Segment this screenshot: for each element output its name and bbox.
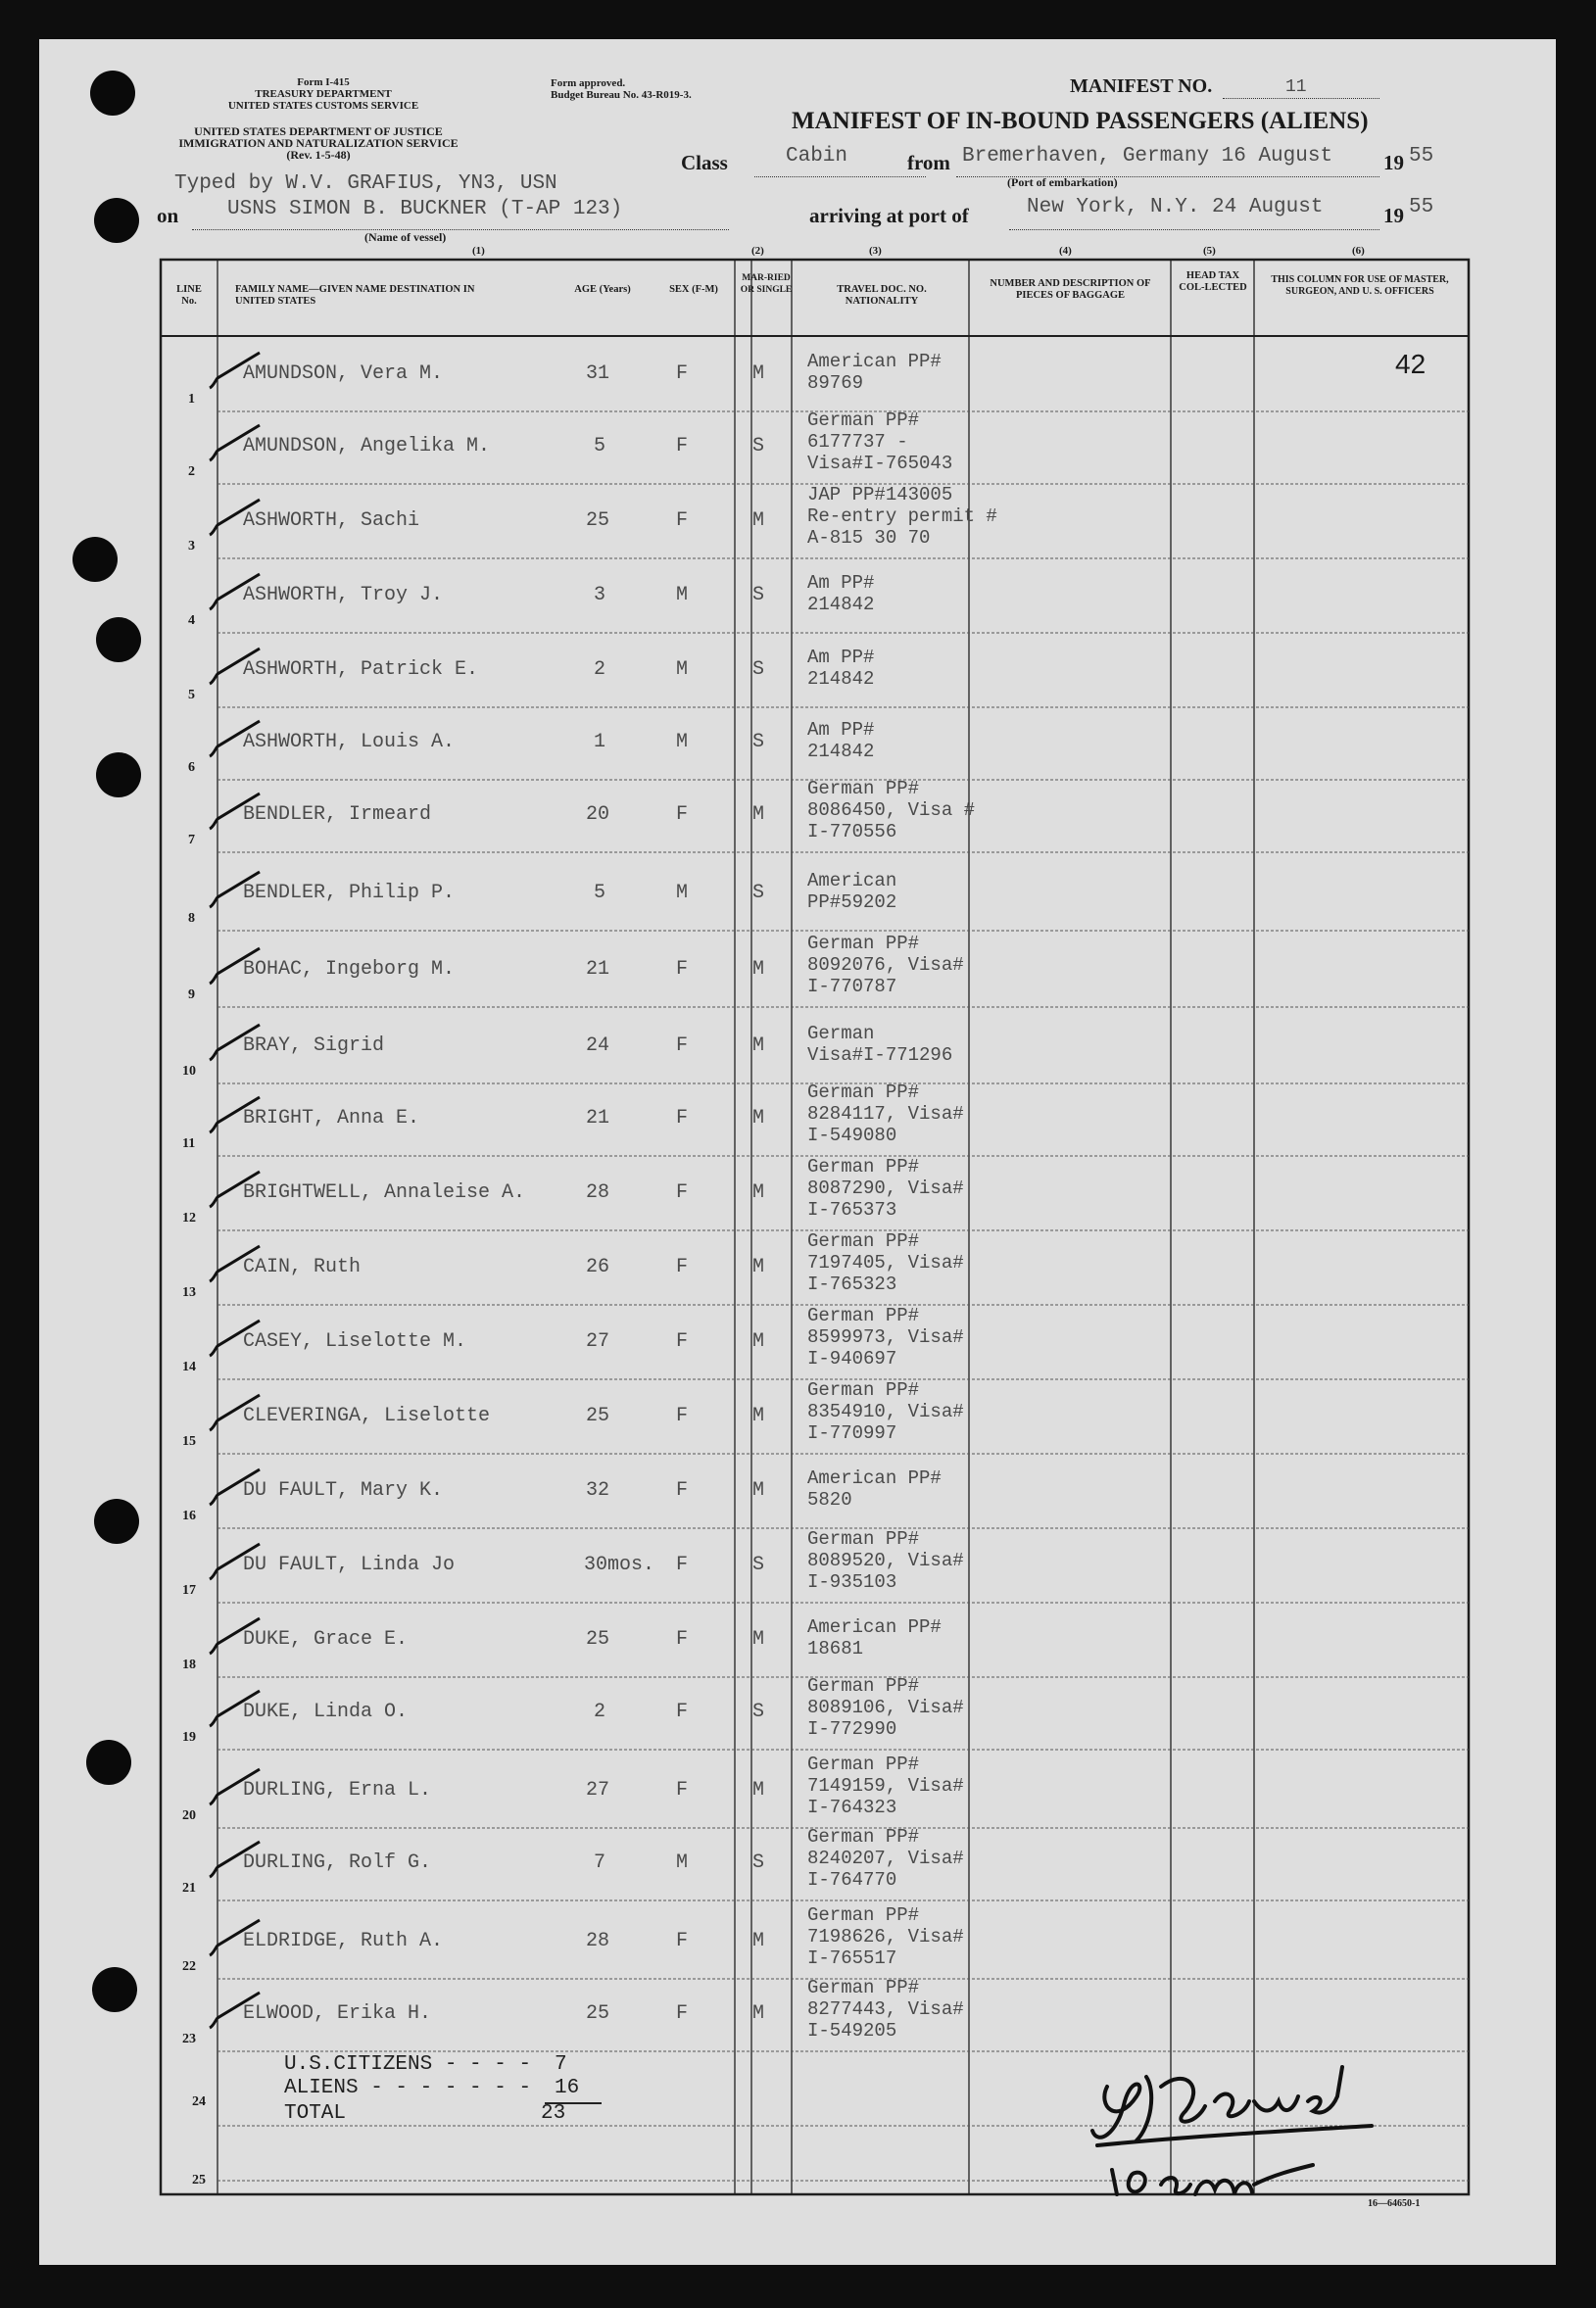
col-header-officers: THIS COLUMN FOR USE OF MASTER, SURGEON, AND U. S. OFFICERS xyxy=(1271,274,1449,297)
passenger-age: 1 xyxy=(594,731,606,753)
table-row xyxy=(0,1379,1596,1454)
passenger-sex: F xyxy=(676,1701,689,1723)
travel-document-line: Am PP# xyxy=(807,647,875,668)
check-mark-icon xyxy=(206,349,265,398)
travel-document-line: German PP# xyxy=(807,1977,920,1998)
passenger-age: 26 xyxy=(586,1256,610,1278)
travel-document-line: Visa#I-771296 xyxy=(807,1044,953,1066)
line-number: 4 xyxy=(188,613,195,628)
passenger-age: 7 xyxy=(594,1851,606,1874)
travel-document-line: German PP# xyxy=(807,1379,920,1401)
table-row xyxy=(0,633,1596,707)
col-header-married: MAR-RIED OR SINGLE xyxy=(740,273,793,295)
line-number: 13 xyxy=(182,1285,196,1300)
column-number: (2) xyxy=(751,245,764,257)
col-header-line: LINE No. xyxy=(176,284,202,307)
passenger-age: 27 xyxy=(586,1779,610,1802)
passenger-name: ASHWORTH, Patrick E. xyxy=(243,658,479,681)
approved-label: Form approved. xyxy=(551,77,626,89)
line-number: 25 xyxy=(192,2173,206,2188)
table-row xyxy=(0,778,1596,852)
passenger-sex: F xyxy=(676,1330,689,1353)
travel-document-line: German PP# xyxy=(807,933,920,954)
line-number: 8 xyxy=(188,911,195,926)
table-row xyxy=(0,1305,1596,1379)
passenger-sex: F xyxy=(676,435,689,457)
manifest-number-label: MANIFEST NO. xyxy=(1070,75,1213,97)
travel-document-line: 8599973, Visa# xyxy=(807,1326,964,1348)
travel-document-line: German PP# xyxy=(807,409,920,431)
travel-document-line: I-549205 xyxy=(807,2020,897,2042)
col-header-name: FAMILY NAME—GIVEN NAME DESTINATION IN UNITED STATES xyxy=(235,284,475,307)
travel-document-line: 8354910, Visa# xyxy=(807,1401,964,1422)
totals-aliens-value: 16 xyxy=(555,2077,580,2099)
table-row xyxy=(0,1826,1596,1900)
from-label: from xyxy=(907,151,950,174)
passenger-sex: F xyxy=(676,1034,689,1057)
line-number: 14 xyxy=(182,1360,196,1374)
passenger-name: DUKE, Grace E. xyxy=(243,1628,409,1651)
line-number: 2 xyxy=(188,464,195,479)
travel-document-line: German xyxy=(807,1023,875,1044)
table-row xyxy=(0,1904,1596,1979)
travel-document-line: 214842 xyxy=(807,668,875,690)
arriving-label: arriving at port of xyxy=(809,204,969,227)
passenger-marital-status: M xyxy=(752,1034,765,1057)
passenger-age: 3 xyxy=(594,584,606,606)
travel-document-line: 214842 xyxy=(807,741,875,762)
passenger-sex: F xyxy=(676,362,689,385)
passenger-age: 24 xyxy=(586,1034,610,1057)
table-row xyxy=(0,1454,1596,1528)
travel-document-line: American PP# xyxy=(807,1467,942,1489)
line-number: 21 xyxy=(182,1881,196,1896)
customs-label: UNITED STATES CUSTOMS SERVICE xyxy=(227,100,419,112)
line-number: 5 xyxy=(188,688,195,702)
vessel-name: USNS SIMON B. BUCKNER (T-AP 123) xyxy=(227,198,623,220)
passenger-age: 30mos. xyxy=(584,1554,655,1576)
travel-document-line: I-764770 xyxy=(807,1869,897,1891)
col-header-headtax: HEAD TAX COL-LECTED xyxy=(1179,270,1247,293)
passenger-marital-status: M xyxy=(752,1628,765,1651)
col-header-age: AGE (Years) xyxy=(574,284,631,295)
passenger-name: AMUNDSON, Vera M. xyxy=(243,362,444,385)
passenger-marital-status: M xyxy=(752,1779,765,1802)
passenger-marital-status: S xyxy=(752,882,765,904)
travel-document-line: I-549080 xyxy=(807,1125,897,1146)
travel-document-line: I-764323 xyxy=(807,1797,897,1818)
check-mark-icon xyxy=(206,1614,265,1663)
travel-document-line: I-770787 xyxy=(807,976,897,997)
passenger-name: BENDLER, Philip P. xyxy=(243,882,456,904)
line-number: 24 xyxy=(192,2094,206,2109)
passenger-age: 25 xyxy=(586,1405,610,1427)
ins-label: IMMIGRATION AND NATURALIZATION SERVICE xyxy=(178,136,459,150)
travel-document-line: PP#59202 xyxy=(807,891,897,913)
passenger-age: 21 xyxy=(586,958,610,981)
travel-document-line: I-940697 xyxy=(807,1348,897,1370)
budget-label: Budget Bureau No. 43-R019-3. xyxy=(551,89,692,101)
line-number: 16 xyxy=(182,1509,196,1523)
travel-document-line: German PP# xyxy=(807,1528,920,1550)
form-number: Form I-415 xyxy=(297,76,350,88)
passenger-sex: F xyxy=(676,1554,689,1576)
passenger-age: 5 xyxy=(594,882,606,904)
passenger-marital-status: S xyxy=(752,584,765,606)
travel-document-line: I-770556 xyxy=(807,821,897,842)
check-mark-icon xyxy=(206,1540,265,1589)
passenger-marital-status: M xyxy=(752,1107,765,1130)
line-number: 19 xyxy=(182,1730,196,1745)
travel-document-line: 7198626, Visa# xyxy=(807,1926,964,1947)
travel-document-line: 5820 xyxy=(807,1489,852,1511)
check-mark-icon xyxy=(206,1168,265,1217)
passenger-marital-status: M xyxy=(752,1405,765,1427)
passenger-name: BRAY, Sigrid xyxy=(243,1034,385,1057)
passenger-marital-status: M xyxy=(752,1930,765,1952)
check-mark-icon xyxy=(206,496,265,545)
table-row xyxy=(0,1230,1596,1305)
passenger-name: AMUNDSON, Angelika M. xyxy=(243,435,491,457)
passenger-sex: F xyxy=(676,2002,689,2025)
passenger-sex: M xyxy=(676,658,689,681)
check-mark-icon xyxy=(206,570,265,619)
passenger-age: 25 xyxy=(586,1628,610,1651)
travel-document-line: American PP# xyxy=(807,1616,942,1638)
passenger-sex: F xyxy=(676,509,689,532)
passenger-sex: F xyxy=(676,1479,689,1502)
manifest-number-value: 11 xyxy=(1285,77,1307,97)
passenger-marital-status: S xyxy=(752,435,765,457)
passenger-marital-status: M xyxy=(752,1181,765,1204)
travel-document-line: German PP# xyxy=(807,1082,920,1103)
table-row xyxy=(0,1009,1596,1083)
passenger-name: CLEVERINGA, Liselotte xyxy=(243,1405,491,1427)
passenger-name: BENDLER, Irmeard xyxy=(243,803,432,826)
from-year-prefix: 19 xyxy=(1383,151,1404,174)
passenger-marital-status: S xyxy=(752,1701,765,1723)
check-mark-icon xyxy=(206,868,265,917)
travel-document-line: I-770997 xyxy=(807,1422,897,1444)
table-row xyxy=(0,484,1596,558)
passenger-marital-status: S xyxy=(752,658,765,681)
revision-label: (Rev. 1-5-48) xyxy=(286,148,351,162)
typed-by-note: Typed by W.V. GRAFIUS, YN3, USN xyxy=(174,172,557,195)
column-number: (3) xyxy=(869,245,882,257)
check-mark-icon xyxy=(206,944,265,993)
travel-document-line: 214842 xyxy=(807,594,875,615)
table-row xyxy=(0,409,1596,484)
col-header-travel: TRAVEL DOC. NO. NATIONALITY xyxy=(837,284,927,307)
passenger-name: BRIGHT, Anna E. xyxy=(243,1107,420,1130)
passenger-age: 2 xyxy=(594,658,606,681)
totals-total-value: 23 xyxy=(541,2102,566,2125)
passenger-marital-status: M xyxy=(752,509,765,532)
passenger-marital-status: S xyxy=(752,1851,765,1874)
line-number: 10 xyxy=(182,1064,196,1079)
check-mark-icon xyxy=(206,645,265,694)
line-number: 12 xyxy=(182,1211,196,1226)
travel-document-line: 8277443, Visa# xyxy=(807,1998,964,2020)
document-title: MANIFEST OF IN-BOUND PASSENGERS (ALIENS) xyxy=(792,108,1369,134)
passenger-marital-status: S xyxy=(752,731,765,753)
travel-document-line: Visa#I-765043 xyxy=(807,453,953,474)
travel-document-line: German PP# xyxy=(807,1305,920,1326)
check-mark-icon xyxy=(206,1466,265,1515)
table-row xyxy=(0,1603,1596,1677)
line-number: 7 xyxy=(188,833,195,847)
travel-document-line: German PP# xyxy=(807,1156,920,1178)
line-number: 18 xyxy=(182,1658,196,1672)
passenger-sex: F xyxy=(676,1107,689,1130)
line-number: 17 xyxy=(182,1583,196,1598)
check-mark-icon xyxy=(206,1093,265,1142)
travel-document-line: German PP# xyxy=(807,1230,920,1252)
travel-document-line: 8240207, Visa# xyxy=(807,1848,964,1869)
passenger-marital-status: M xyxy=(752,1256,765,1278)
check-mark-icon xyxy=(206,1391,265,1440)
passenger-name: DURLING, Rolf G. xyxy=(243,1851,432,1874)
col-header-sex: SEX (F-M) xyxy=(669,284,718,295)
passenger-name: ASHWORTH, Troy J. xyxy=(243,584,444,606)
check-mark-icon xyxy=(206,790,265,839)
passenger-age: 28 xyxy=(586,1930,610,1952)
travel-document-line: 89769 xyxy=(807,372,864,394)
travel-document-line: 6177737 - xyxy=(807,431,908,453)
travel-document-line: American xyxy=(807,870,897,891)
travel-document-line: German PP# xyxy=(807,778,920,799)
passenger-name: ELDRIDGE, Ruth A. xyxy=(243,1930,444,1952)
table-row xyxy=(0,933,1596,1007)
passenger-sex: M xyxy=(676,731,689,753)
passenger-sex: M xyxy=(676,1851,689,1874)
passenger-age: 5 xyxy=(594,435,606,457)
footer-code: 16—64650-1 xyxy=(1368,2198,1421,2209)
passenger-age: 28 xyxy=(586,1181,610,1204)
passenger-name: DU FAULT, Linda Jo xyxy=(243,1554,456,1576)
passenger-sex: F xyxy=(676,1628,689,1651)
travel-document-line: 8092076, Visa# xyxy=(807,954,964,976)
passenger-age: 32 xyxy=(586,1479,610,1502)
travel-document-line: Re-entry permit # xyxy=(807,505,997,527)
totals-total-label: TOTAL xyxy=(284,2102,347,2125)
col-header-baggage: NUMBER AND DESCRIPTION OF PIECES OF BAGGAGE xyxy=(990,278,1151,301)
check-mark-icon xyxy=(206,1916,265,1965)
passenger-name: DU FAULT, Mary K. xyxy=(243,1479,444,1502)
travel-document-line: I-935103 xyxy=(807,1571,897,1593)
travel-document-line: 8086450, Visa # xyxy=(807,799,976,821)
check-mark-icon xyxy=(206,1765,265,1814)
arrival-year: 55 xyxy=(1409,196,1434,218)
travel-document-line: Am PP# xyxy=(807,719,875,741)
line-number: 23 xyxy=(182,2032,196,2046)
travel-document-line: German PP# xyxy=(807,1675,920,1697)
travel-document-line: I-765373 xyxy=(807,1199,897,1221)
check-mark-icon xyxy=(206,1242,265,1291)
passenger-name: BRIGHTWELL, Annaleise A. xyxy=(243,1181,526,1204)
passenger-marital-status: M xyxy=(752,362,765,385)
passenger-sex: F xyxy=(676,1930,689,1952)
passenger-marital-status: M xyxy=(752,1330,765,1353)
check-mark-icon xyxy=(206,1021,265,1070)
column-number: (1) xyxy=(472,245,485,257)
table-row xyxy=(0,558,1596,633)
passenger-name: BOHAC, Ingeborg M. xyxy=(243,958,456,981)
table-row xyxy=(0,1156,1596,1230)
travel-document-line: I-765323 xyxy=(807,1274,897,1295)
class-value: Cabin xyxy=(786,145,848,168)
totals-aliens-label: ALIENS - - - - - - - xyxy=(284,2077,532,2099)
travel-document-line: I-765517 xyxy=(807,1947,897,1969)
travel-document-line: I-772990 xyxy=(807,1718,897,1740)
passenger-name: DUKE, Linda O. xyxy=(243,1701,409,1723)
passenger-sex: F xyxy=(676,1405,689,1427)
on-label: on xyxy=(157,204,179,227)
passenger-age: 25 xyxy=(586,2002,610,2025)
travel-document-line: 8089106, Visa# xyxy=(807,1697,964,1718)
passenger-sex: F xyxy=(676,1256,689,1278)
treasury-label: TREASURY DEPARTMENT xyxy=(255,88,392,100)
officer-note: 42 xyxy=(1395,349,1427,379)
passenger-name: CASEY, Liselotte M. xyxy=(243,1330,467,1353)
line-number: 20 xyxy=(182,1808,196,1823)
passenger-age: 31 xyxy=(586,362,610,385)
port-embarkation-caption: (Port of embarkation) xyxy=(1007,175,1118,189)
arrival-value: New York, N.Y. 24 August xyxy=(1027,196,1324,218)
column-number: (4) xyxy=(1059,245,1072,257)
check-mark-icon xyxy=(206,1838,265,1887)
passenger-age: 21 xyxy=(586,1107,610,1130)
passenger-name: ASHWORTH, Louis A. xyxy=(243,731,456,753)
passenger-sex: M xyxy=(676,584,689,606)
line-number: 11 xyxy=(182,1136,196,1151)
table-row xyxy=(0,856,1596,931)
travel-document-line: A-815 30 70 xyxy=(807,527,931,549)
from-value: Bremerhaven, Germany 16 August xyxy=(962,145,1333,168)
passenger-name: DURLING, Erna L. xyxy=(243,1779,432,1802)
passenger-name: ASHWORTH, Sachi xyxy=(243,509,420,532)
travel-document-line: 7197405, Visa# xyxy=(807,1252,964,1274)
check-mark-icon xyxy=(206,1687,265,1736)
table-row xyxy=(0,337,1596,411)
check-mark-icon xyxy=(206,1989,265,2038)
travel-document-line: 7149159, Visa# xyxy=(807,1775,964,1797)
table-row xyxy=(0,1977,1596,2051)
line-number: 3 xyxy=(188,539,195,553)
totals-us-label: U.S.CITIZENS - - - - xyxy=(284,2053,532,2076)
passenger-sex: M xyxy=(676,882,689,904)
table-row xyxy=(0,1675,1596,1750)
from-year: 55 xyxy=(1409,145,1434,168)
passenger-sex: F xyxy=(676,1181,689,1204)
travel-document-line: Am PP# xyxy=(807,572,875,594)
justice-label: UNITED STATES DEPARTMENT OF JUSTICE xyxy=(194,124,443,138)
travel-document-line: German PP# xyxy=(807,1904,920,1926)
passenger-marital-status: M xyxy=(752,2002,765,2025)
column-number: (6) xyxy=(1352,245,1365,257)
passenger-marital-status: M xyxy=(752,958,765,981)
passenger-age: 2 xyxy=(594,1701,606,1723)
passenger-sex: F xyxy=(676,958,689,981)
travel-document-line: German PP# xyxy=(807,1754,920,1775)
travel-document-line: 18681 xyxy=(807,1638,864,1659)
table-row xyxy=(0,1754,1596,1828)
travel-document-line: German PP# xyxy=(807,1826,920,1848)
passenger-name: CAIN, Ruth xyxy=(243,1256,362,1278)
travel-document-line: 8089520, Visa# xyxy=(807,1550,964,1571)
travel-document-line: American PP# xyxy=(807,351,942,372)
vessel-caption: (Name of vessel) xyxy=(364,230,447,244)
class-label: Class xyxy=(681,151,728,174)
check-mark-icon xyxy=(206,1317,265,1366)
passenger-age: 25 xyxy=(586,509,610,532)
check-mark-icon xyxy=(206,421,265,470)
check-mark-icon xyxy=(206,717,265,766)
table-row xyxy=(0,705,1596,780)
passenger-age: 27 xyxy=(586,1330,610,1353)
passenger-name: ELWOOD, Erika H. xyxy=(243,2002,432,2025)
table-row xyxy=(0,1082,1596,1156)
line-number: 6 xyxy=(188,760,195,775)
travel-document-line: JAP PP#143005 xyxy=(807,484,953,505)
passenger-sex: F xyxy=(676,1779,689,1802)
line-number: 1 xyxy=(188,392,195,407)
travel-document-line: 8087290, Visa# xyxy=(807,1178,964,1199)
totals-us-value: 7 xyxy=(555,2053,567,2076)
passenger-marital-status: S xyxy=(752,1554,765,1576)
passenger-marital-status: M xyxy=(752,1479,765,1502)
passenger-age: 20 xyxy=(586,803,610,826)
arrival-year-prefix: 19 xyxy=(1383,204,1404,227)
table-row xyxy=(0,1528,1596,1603)
travel-document-line: 8284117, Visa# xyxy=(807,1103,964,1125)
line-number: 22 xyxy=(182,1959,196,1974)
column-number: (5) xyxy=(1203,245,1216,257)
line-number: 15 xyxy=(182,1434,196,1449)
passenger-marital-status: M xyxy=(752,803,765,826)
passenger-sex: F xyxy=(676,803,689,826)
line-number: 9 xyxy=(188,987,195,1002)
